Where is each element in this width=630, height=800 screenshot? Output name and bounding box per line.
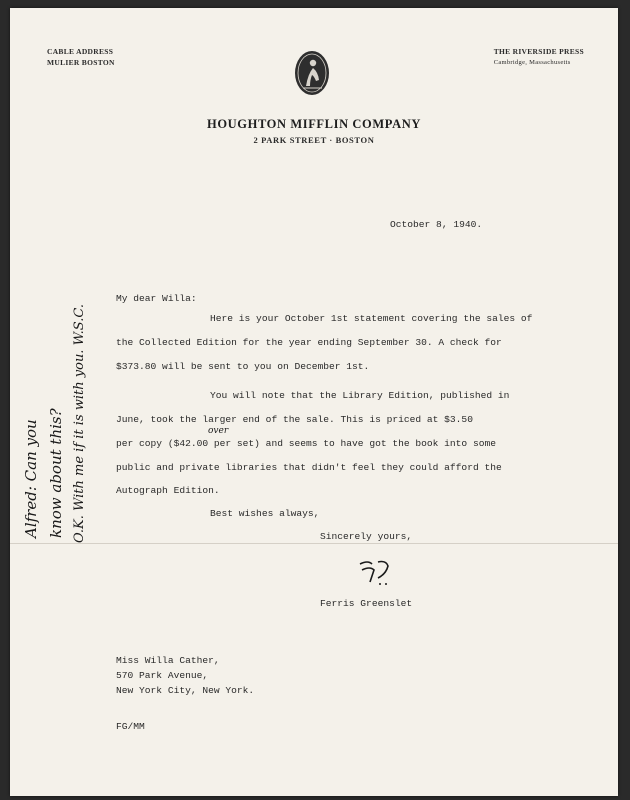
margin-note-line: Alfred: Can you [22, 419, 40, 538]
company-seal-icon [292, 48, 332, 98]
recipient-line: 570 Park Avenue, [116, 670, 209, 681]
body-line: Here is your October 1st statement covering the sales of [210, 313, 533, 324]
body-line: per copy ($42.00 per set) and seems to have got the book into some [116, 438, 496, 449]
letter-page [10, 8, 618, 796]
body-line: $373.80 will be sent to you on December 1st. [116, 361, 370, 372]
press-name: THE RIVERSIDE PRESS [493, 47, 584, 56]
cable-address-value: MULIER BOSTON [47, 58, 115, 67]
recipient-line: New York City, New York. [116, 685, 255, 696]
body-line: June, took the larger end of the sale. This is priced at $3.50 [116, 414, 473, 425]
closing-sincerely: Sincerely yours, [320, 531, 413, 542]
press-location: Cambridge, Massachusetts [493, 59, 571, 66]
fold-crease [10, 543, 618, 544]
closing-wishes: Best wishes always, [210, 508, 320, 519]
signer-name: Ferris Greenslet [320, 598, 413, 609]
body-line: the Collected Edition for the year ending September 30. A check for [116, 337, 502, 348]
cable-address [47, 46, 115, 68]
typist-initials: FG/MM [116, 721, 145, 732]
handwritten-insert: over [208, 426, 229, 436]
riverside-press [494, 46, 584, 68]
company-address: 2 PARK STREET · BOSTON [253, 135, 375, 145]
recipient-line: Miss Willa Cather, [116, 655, 220, 666]
body-line: Autograph Edition. [116, 485, 220, 496]
margin-note-line: know about this? [47, 408, 65, 538]
salutation: My dear Willa: [116, 293, 197, 304]
body-line: You will note that the Library Edition, published in [210, 390, 510, 401]
body-line: public and private libraries that didn't feel they could afford the [116, 462, 502, 473]
company-name: HOUGHTON MIFFLIN COMPANY [207, 117, 421, 131]
margin-note-line: O.K. With me if it is with you. W.S.C. [72, 304, 87, 543]
letter-date: October 8, 1940. [390, 219, 483, 230]
signature-icon [356, 556, 396, 590]
cable-address-label: CABLE ADDRESS [47, 47, 114, 56]
